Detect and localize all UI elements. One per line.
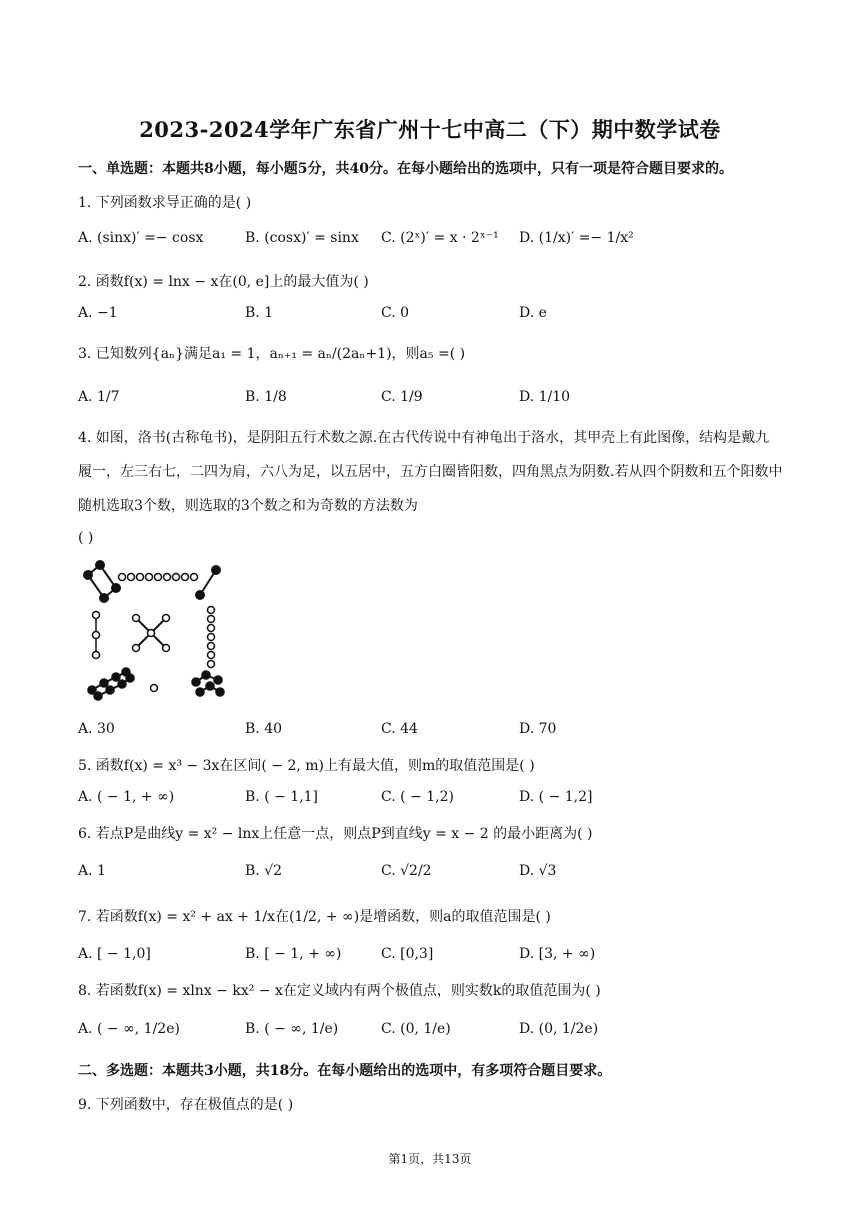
option-a: A. −1 — [78, 305, 118, 321]
question-9-stem: 9. 下列函数中，存在极值点的是( ) — [78, 1097, 294, 1113]
question-1-stem: 1. 下列函数求导正确的是( ) — [78, 195, 252, 211]
option-c: C. (2ˣ)′ = x · 2ˣ⁻¹ — [381, 230, 499, 246]
luoshu-figure — [78, 560, 228, 705]
option-d: D. √3 — [519, 863, 557, 879]
option-c: C. [0,3] — [381, 946, 434, 962]
question-5-options — [78, 789, 798, 811]
option-c: C. 44 — [381, 721, 418, 737]
option-d: D. (1/x)′ =− 1/x² — [519, 230, 634, 246]
option-b: B. (cosx)′ = sinx — [245, 230, 359, 246]
question-4-tail: ( ) — [78, 530, 94, 546]
option-b: B. [ − 1, + ∞) — [245, 946, 342, 962]
option-c: C. ( − 1,2) — [381, 789, 454, 805]
option-c: C. 0 — [381, 305, 410, 321]
option-a: A. 1/7 — [78, 389, 120, 405]
option-d: D. e — [519, 305, 547, 321]
question-4-options — [78, 721, 798, 743]
option-c: C. √2/2 — [381, 863, 432, 879]
option-c: C. 1/9 — [381, 389, 423, 405]
option-b: B. ( − ∞, 1/e) — [245, 1021, 339, 1037]
option-d: D. 70 — [519, 721, 557, 737]
option-d: D. ( − 1,2] — [519, 789, 593, 805]
question-2-stem: 2. 函数f(x) = lnx − x在(0, e]上的最大值为( ) — [78, 274, 369, 290]
question-7-options — [78, 946, 798, 968]
option-b: B. √2 — [245, 863, 283, 879]
question-8-stem: 8. 若函数f(x) = xlnx − kx² − x在定义域内有两个极值点，则实数k的取值范围为( ) — [78, 983, 601, 999]
page-footer: 第1页，共13页 — [388, 1152, 472, 1166]
option-a: A. [ − 1,0] — [78, 946, 151, 962]
page-title: 2023-2024学年广东省广州十七中高二（下）期中数学试卷 — [139, 117, 721, 142]
question-6-stem: 6. 若点P是曲线y = x² − lnx上任意一点，则点P到直线y = x − 2 的最小距离为( ) — [78, 826, 593, 842]
question-6-options — [78, 863, 798, 885]
option-d: D. [3, + ∞) — [519, 946, 596, 962]
question-1-options — [78, 230, 798, 252]
option-a: A. ( − ∞, 1/2e) — [78, 1021, 180, 1037]
option-c: C. (0, 1/e) — [381, 1021, 451, 1037]
question-3-options — [78, 389, 798, 411]
section-heading-single-choice: 一、单选题：本题共8小题，每小题5分，共40分。在每小题给出的选项中，只有一项是符合题目要求的。 — [78, 161, 733, 177]
question-7-stem: 7. 若函数f(x) = x² + ax + 1/x在(1/2, + ∞)是增函数，则a的取值范围是( ) — [78, 909, 551, 925]
option-a: A. (sinx)′ =− cosx — [78, 230, 204, 246]
question-5-stem: 5. 函数f(x) = x³ − 3x在区间( − 2, m)上有最大值，则m的取值范围是( ) — [78, 758, 535, 774]
option-a: A. 30 — [78, 721, 115, 737]
question-2-options — [78, 305, 798, 327]
section-heading-multiple-choice: 二、多选题：本题共3小题，共18分。在每小题给出的选项中，有多项符合题目要求。 — [78, 1063, 612, 1079]
question-4-stem: 4. 如图，洛书(古称龟书)，是阴阳五行术数之源.在古代传说中有神龟出于洛水，其甲壳上有此图像，结构是戴九履一，左三右七，二四为肩，六八为足，以五居中，五方白圈皆阳数，四角黑点为阴数.若从四个阴数和五个阳数中随机选取3个数，则选取的3个数之和为奇数的方法数为 — [78, 430, 783, 514]
option-b: B. 1 — [245, 305, 274, 321]
option-b: B. ( − 1,1] — [245, 789, 319, 805]
option-d: D. (0, 1/2e) — [519, 1021, 599, 1037]
question-3-stem: 3. 已知数列{aₙ}满足a₁ = 1，aₙ₊₁ = aₙ/(2aₙ+1)，则a₅ =( ) — [78, 346, 466, 362]
option-d: D. 1/10 — [519, 389, 571, 405]
option-b: B. 40 — [245, 721, 283, 737]
option-b: B. 1/8 — [245, 389, 287, 405]
option-a: A. 1 — [78, 863, 106, 879]
option-a: A. ( − 1, + ∞) — [78, 789, 175, 805]
question-8-options — [78, 1021, 798, 1043]
